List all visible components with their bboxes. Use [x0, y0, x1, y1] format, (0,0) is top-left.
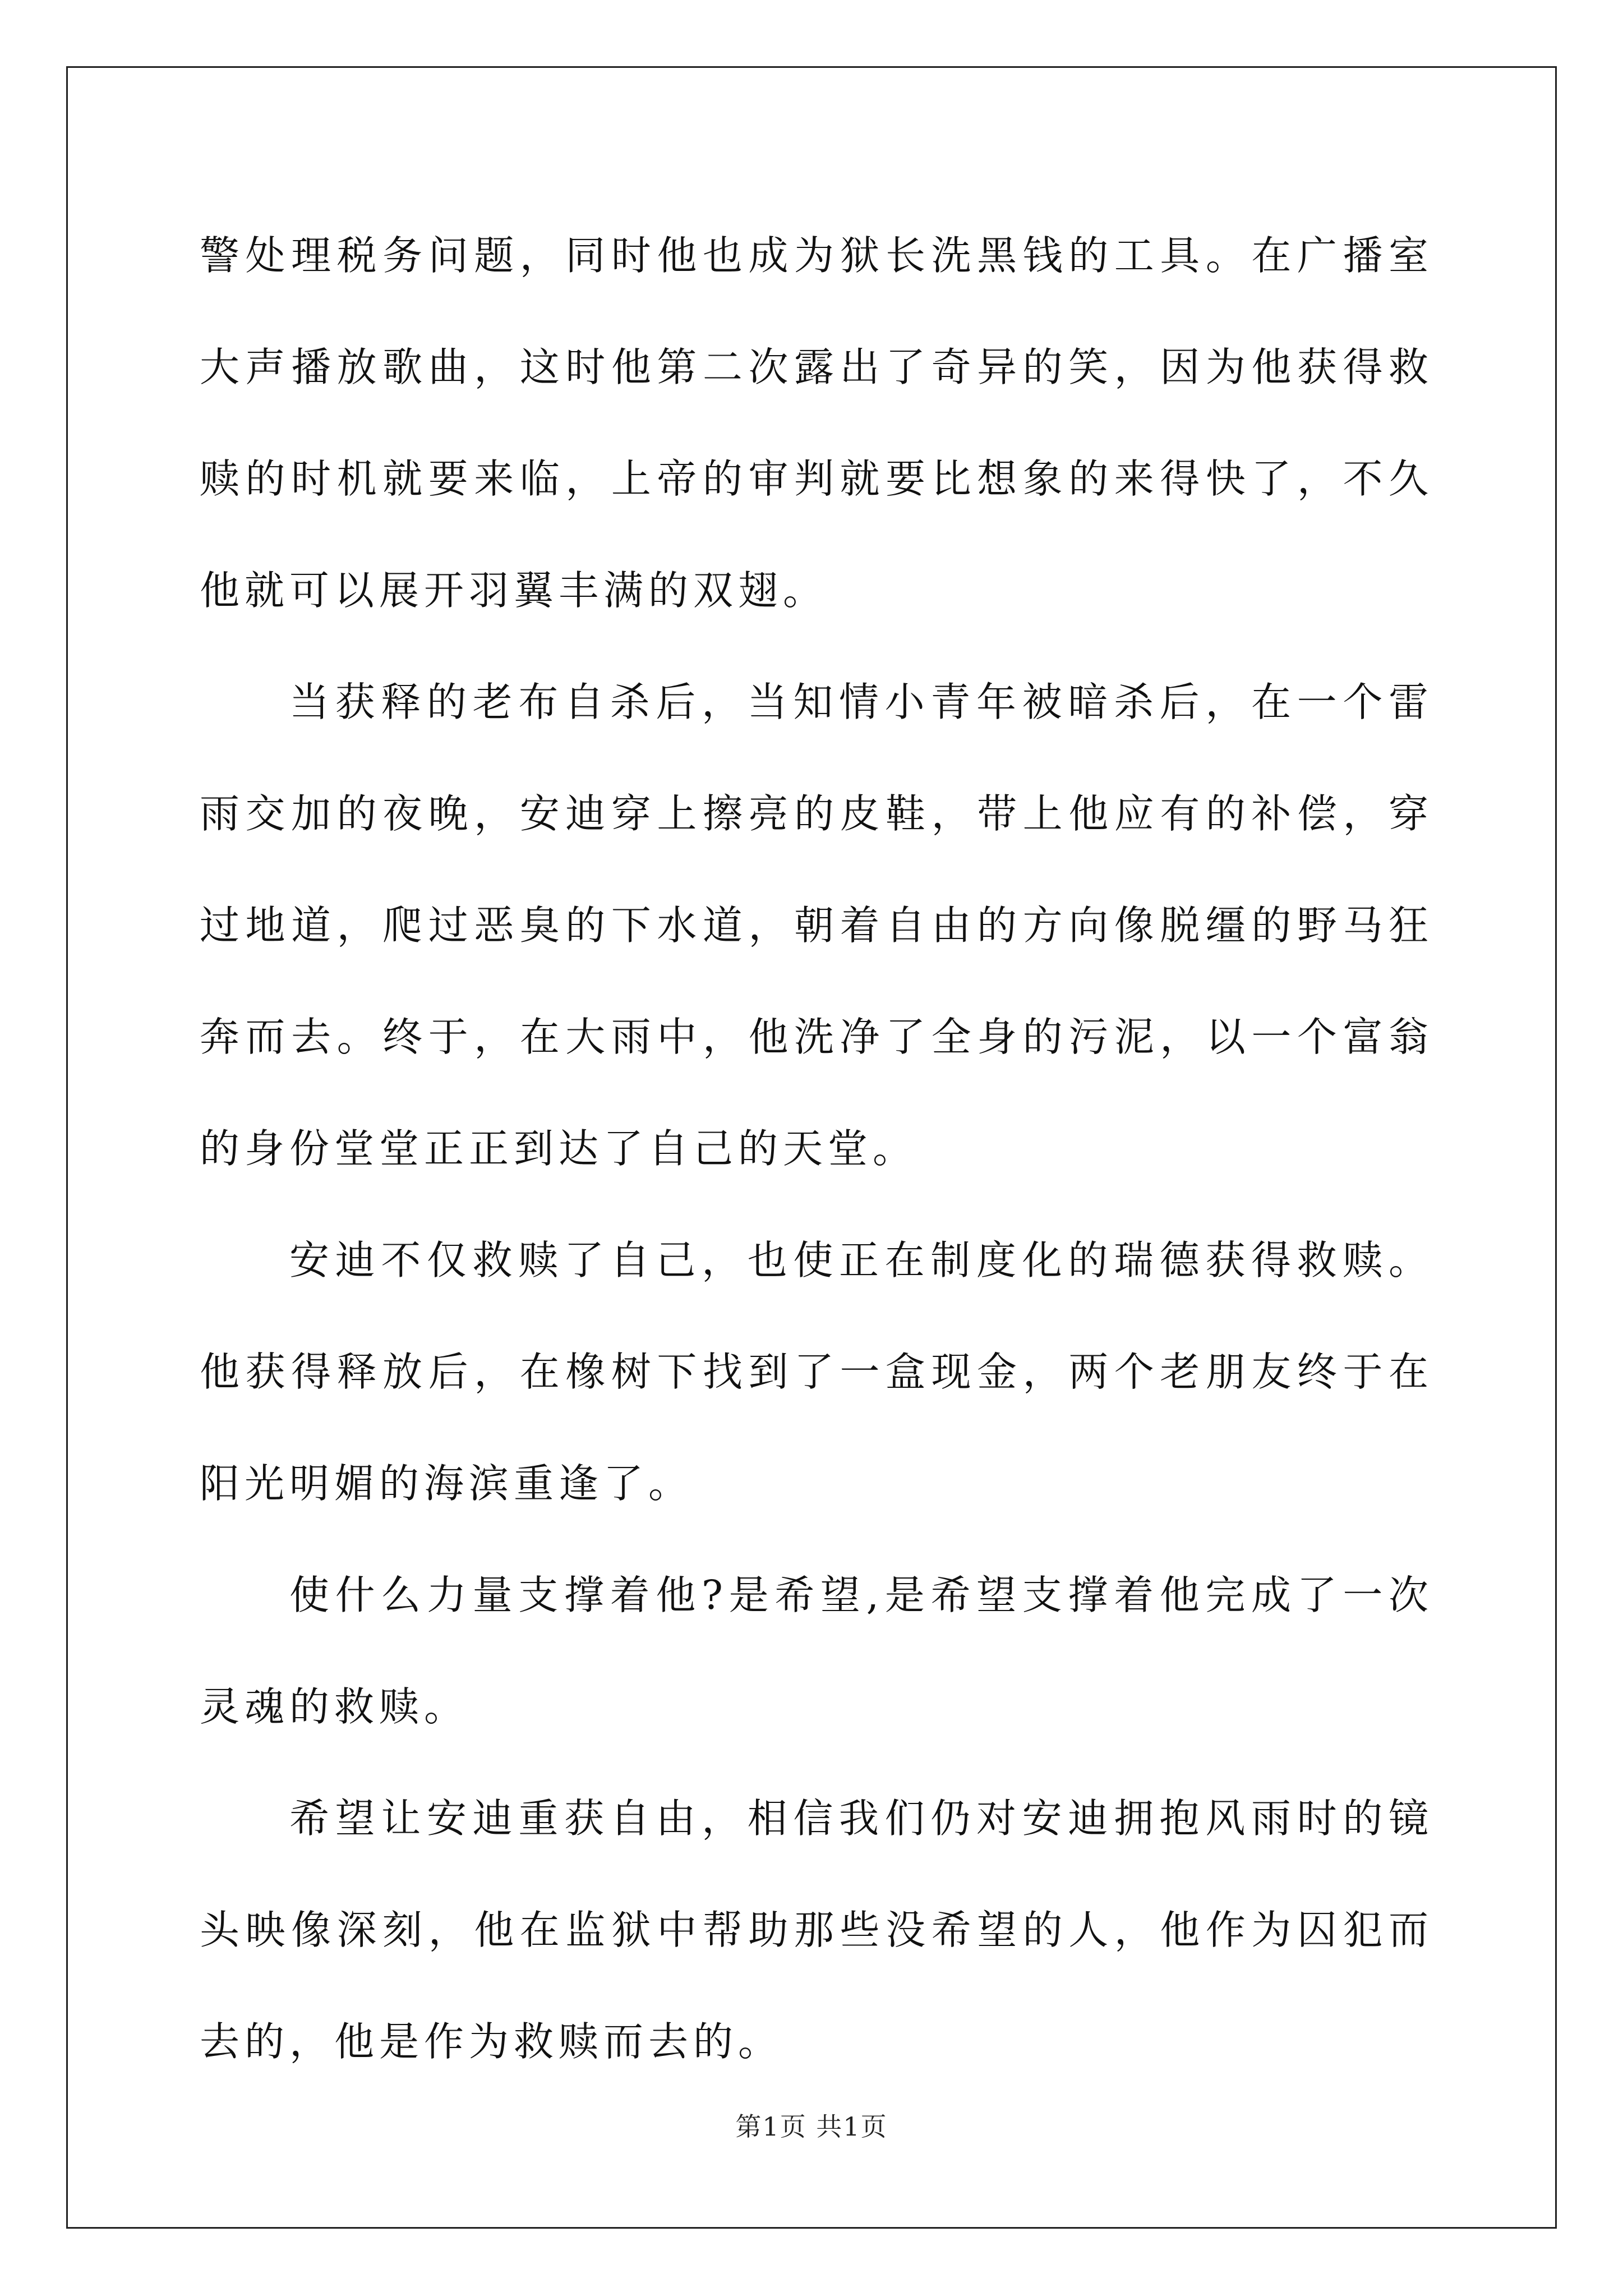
- page-number-footer: 第1页 共1页: [735, 2111, 888, 2142]
- paragraph-2: 当获释的老布自杀后，当知情小青年被暗杀后，在一个雷雨交加的夜晚，安迪穿上擦亮的皮鞋，带上他应有的补偿，穿过地道，爬过恶臭的下水道，朝着自由的方向像脱缰的野马狂奔而去。终于，在大雨中，他洗净了全身的污泥，以一个富翁的身份堂堂正正到达了自己的天堂。: [200, 679, 1433, 1172]
- paragraph-5: 希望让安迪重获自由，相信我们仍对安迪拥抱风雨时的镜头映像深刻，他在监狱中帮助那些没希望的人，他作为囚犯而去的，他是作为救赎而去的。: [200, 1795, 1433, 2065]
- document-body: [200, 200, 1433, 2097]
- paragraph-3: 安迪不仅救赎了自己，也使正在制度化的瑞德获得救赎。他获得释放后，在橡树下找到了一盒现金，两个老朋友终于在阳光明媚的海滨重逢了。: [200, 1237, 1433, 1507]
- paragraph-1: 警处理税务问题，同时他也成为狱长洗黑钱的工具。在广播室大声播放歌曲，这时他第二次露出了奇异的笑，因为他获得救赎的时机就要来临，上帝的审判就要比想象的来得快了，不久他就可以展开羽翼丰满的双翅。: [200, 232, 1433, 614]
- paragraph-4: 使什么力量支撑着他?是希望,是希望支撑着他完成了一次灵魂的救赎。: [200, 1572, 1433, 1730]
